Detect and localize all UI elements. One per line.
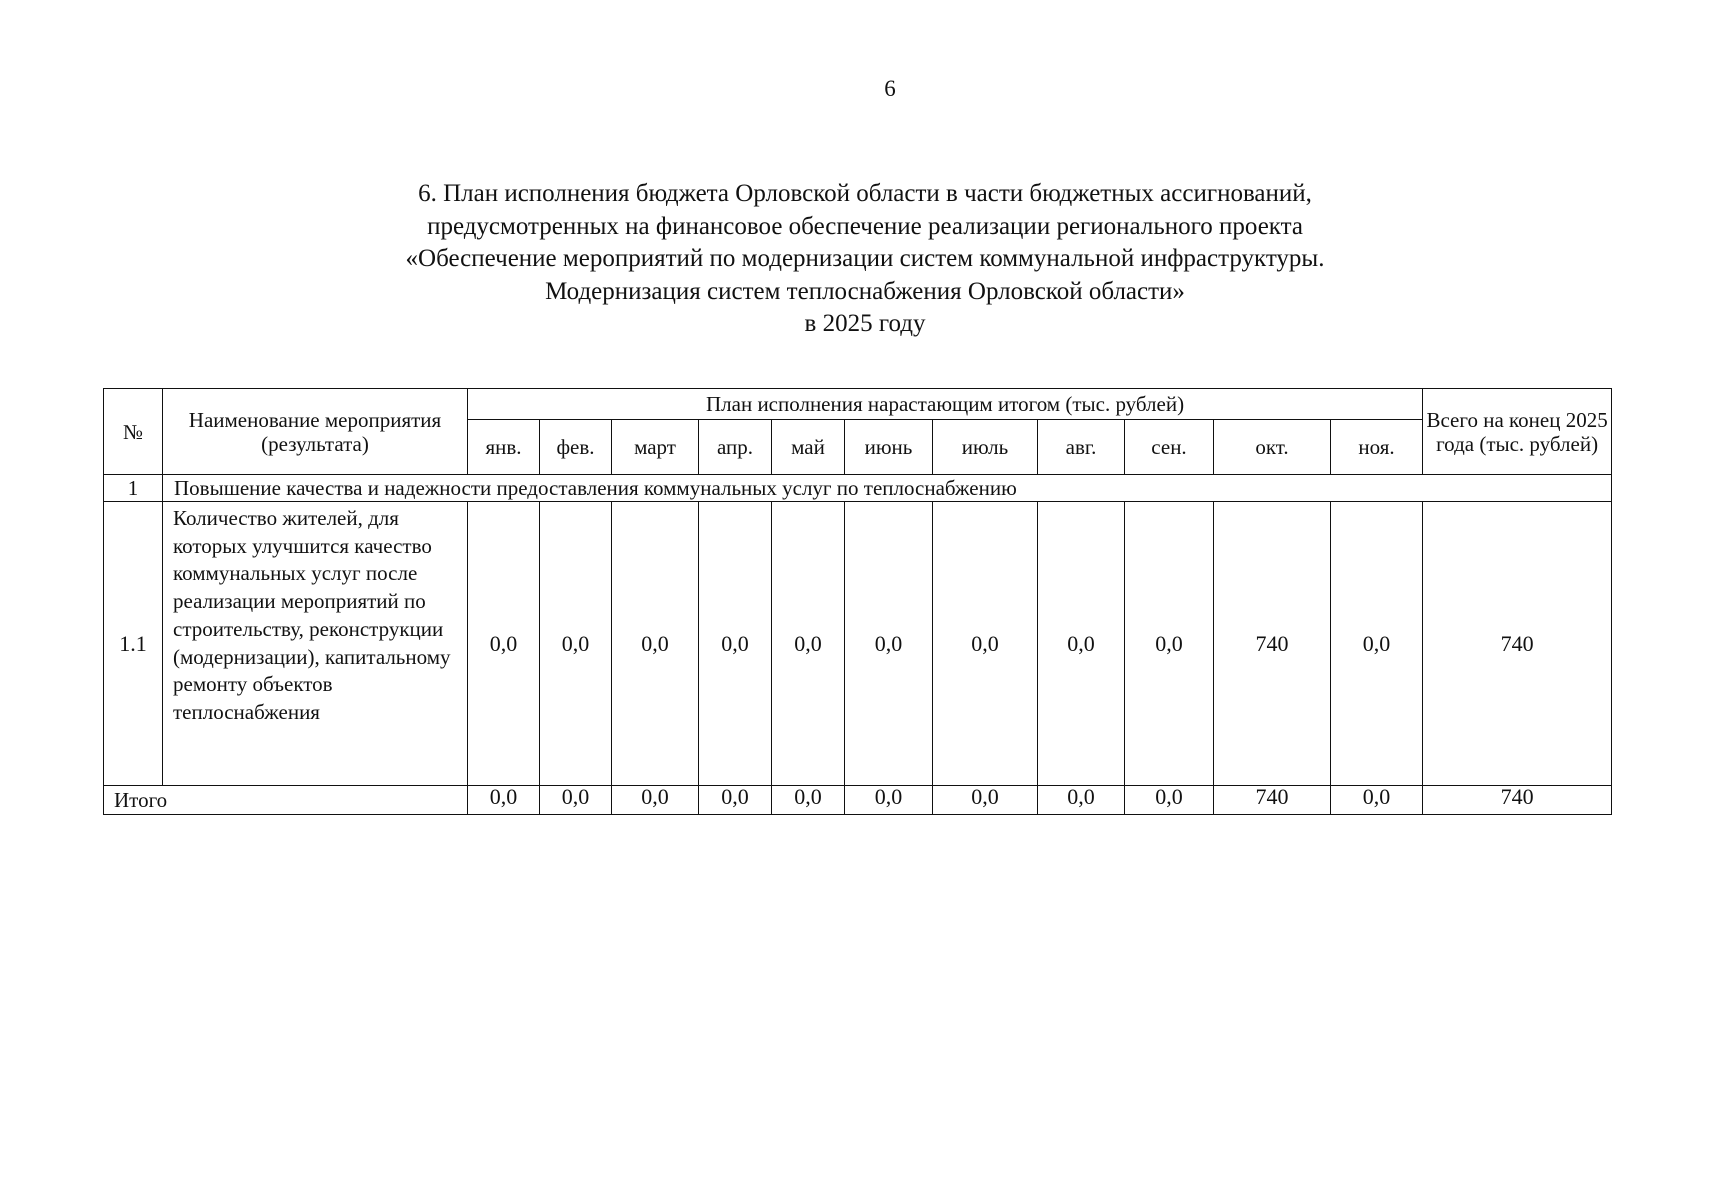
budget-plan-table bbox=[103, 388, 1612, 815]
title-line: 6. План исполнения бюджета Орловской области в части бюджетных ассигнований, bbox=[418, 180, 1312, 207]
total-label: Итого bbox=[104, 786, 468, 815]
total-value: 0,0 bbox=[540, 786, 612, 815]
item-value: 0,0 bbox=[1125, 502, 1214, 786]
total-value: 0,0 bbox=[468, 786, 540, 815]
table-total-row bbox=[104, 786, 1612, 815]
header-month: ноя. bbox=[1331, 420, 1423, 475]
title-line: Модернизация систем теплоснабжения Орловской области» bbox=[545, 277, 1185, 305]
item-value: 0,0 bbox=[540, 502, 612, 786]
item-value: 0,0 bbox=[933, 502, 1038, 786]
header-month: март bbox=[612, 420, 699, 475]
header-month: окт. bbox=[1214, 420, 1331, 475]
item-value: 740 bbox=[1214, 502, 1331, 786]
header-number: № bbox=[104, 389, 163, 475]
total-value: 0,0 bbox=[1331, 786, 1423, 815]
item-value: 0,0 bbox=[772, 502, 845, 786]
total-value: 0,0 bbox=[845, 786, 933, 815]
header-name: Наименование мероприятия (результата) bbox=[163, 389, 468, 475]
header-plan-group: План исполнения нарастающим итогом (тыс. рублей) bbox=[468, 389, 1423, 420]
table-header-row bbox=[104, 389, 1612, 420]
item-value: 0,0 bbox=[1038, 502, 1125, 786]
item-total: 740 bbox=[1423, 502, 1612, 786]
item-value: 0,0 bbox=[612, 502, 699, 786]
total-value: 0,0 bbox=[612, 786, 699, 815]
page-number: 6 bbox=[884, 76, 896, 101]
total-value: 0,0 bbox=[699, 786, 772, 815]
item-value: 0,0 bbox=[699, 502, 772, 786]
item-value: 0,0 bbox=[845, 502, 933, 786]
total-value: 0,0 bbox=[933, 786, 1038, 815]
header-month: авг. bbox=[1038, 420, 1125, 475]
header-month: фев. bbox=[540, 420, 612, 475]
header-month: сен. bbox=[1125, 420, 1214, 475]
item-value: 0,0 bbox=[1331, 502, 1423, 786]
section-number: 1 bbox=[104, 475, 163, 502]
table-row bbox=[104, 502, 1612, 786]
total-value: 740 bbox=[1214, 786, 1331, 815]
header-month: май bbox=[772, 420, 845, 475]
total-value: 0,0 bbox=[1125, 786, 1214, 815]
header-month: июнь bbox=[845, 420, 933, 475]
section-name: Повышение качества и надежности предоставления коммунальных услуг по теплоснабжению bbox=[163, 475, 1612, 502]
item-name: Количество жителей, для которых улучшится качество коммунальных услуг после реализации мероприятий по строительству, реконструкции (модернизации), капитальному ремонту объектов теплоснабжения bbox=[163, 502, 468, 786]
title-line: в 2025 году bbox=[804, 310, 926, 337]
header-month: янв. bbox=[468, 420, 540, 475]
title-line: «Обеспечение мероприятий по модернизации систем коммунальной инфраструктуры. bbox=[405, 245, 1325, 272]
total-value: 0,0 bbox=[1038, 786, 1125, 815]
total-value: 0,0 bbox=[772, 786, 845, 815]
title-line: предусмотренных на финансовое обеспечение реализации регионального проекта bbox=[427, 212, 1303, 240]
header-month: апр. bbox=[699, 420, 772, 475]
document-title bbox=[290, 178, 1440, 341]
total-grand: 740 bbox=[1423, 786, 1612, 815]
header-month: июль bbox=[933, 420, 1038, 475]
table-section-row bbox=[104, 475, 1612, 502]
header-total: Всего на конец 2025 года (тыс. рублей) bbox=[1423, 389, 1612, 475]
item-value: 0,0 bbox=[468, 502, 540, 786]
item-number: 1.1 bbox=[104, 502, 163, 786]
